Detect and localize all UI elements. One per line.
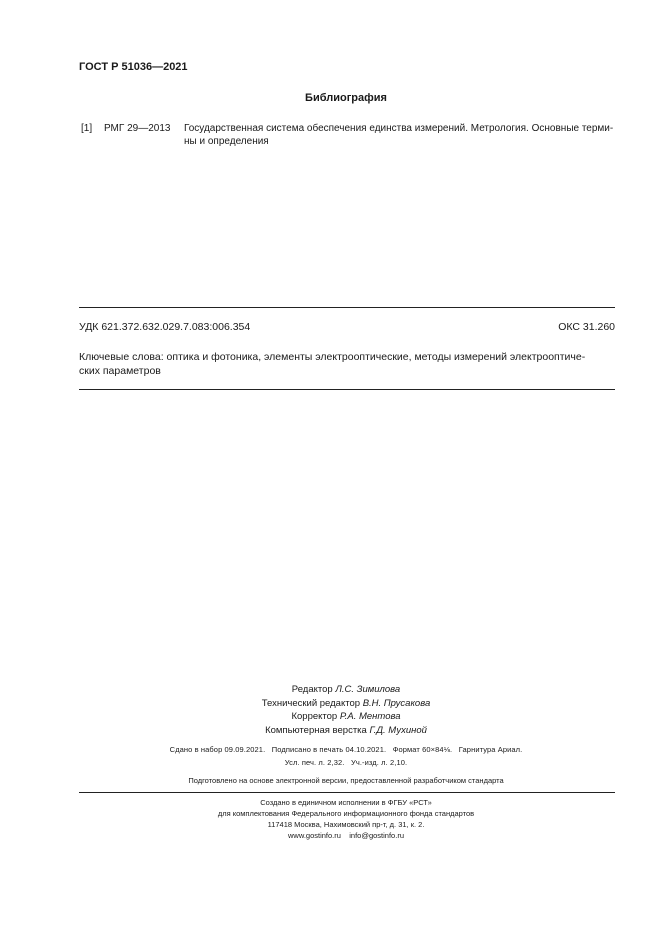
udc-code: УДК 621.372.632.029.7.083:006.354 [79, 321, 251, 333]
publication-info-line: Усл. печ. л. 2,32. Уч.-изд. л. 2,10. [284, 758, 408, 767]
credit-name: В.Н. Прусакова [362, 697, 431, 709]
bibliography-entry-text-line: ны и определения [184, 136, 269, 147]
credit-tech-editor [0, 697, 661, 711]
bibliography-entry-number: [1] [81, 123, 93, 134]
credit-layout [0, 724, 661, 738]
publication-info-line: Сдано в набор 09.09.2021. Подписано в печать 04.10.2021. Формат 60×84⅛. Гарнитура Ариал. [169, 745, 523, 754]
divider-bottom [79, 389, 615, 390]
credit-role: Корректор [291, 711, 338, 722]
bibliography-entry-text-line: Государственная система обеспечения единства измерений. Метрология. Основные терми- [184, 123, 614, 134]
created-line: www.gostinfo.ru info@gostinfo.ru [287, 831, 404, 840]
credit-corrector [0, 710, 661, 724]
keywords-line: ских параметров [79, 365, 161, 377]
credit-role: Технический редактор [261, 697, 361, 709]
keywords [79, 350, 615, 378]
credit-name: Р.А. Ментова [339, 711, 401, 722]
credit-role: Редактор [291, 684, 333, 695]
credits-block [0, 683, 661, 737]
created-line: 117418 Москва, Нахимовский пр-т, д. 31, к. 2. [267, 820, 425, 829]
created-line: для комплектования Федерального информационного фонда стандартов [217, 809, 475, 818]
document-code: ГОСТ Р 51036—2021 [79, 61, 188, 73]
credit-editor [0, 683, 661, 697]
prepared-note: Подготовлено на основе электронной версии, предоставленной разработчиком стандарта [188, 776, 504, 785]
bibliography-entry-code: РМГ 29—2013 [104, 123, 171, 134]
publication-info [0, 743, 661, 769]
keywords-line: Ключевые слова: оптика и фотоника, элементы электрооптические, методы измерений электрооптиче- [79, 351, 586, 363]
created-block [0, 797, 661, 841]
oks-code: ОКС 31.260 [558, 321, 615, 333]
divider-top [79, 307, 615, 308]
created-line: Создано в единичном исполнении в ФГБУ «РСТ» [260, 798, 432, 807]
bibliography-entry-text [184, 122, 616, 148]
divider-footer [79, 792, 615, 793]
credit-role: Компьютерная верстка [265, 724, 367, 736]
credit-name: Л.С. Зимилова [335, 684, 401, 695]
bibliography-title: Библиография [305, 92, 387, 104]
credit-name: Г.Д. Мухиной [369, 724, 427, 736]
